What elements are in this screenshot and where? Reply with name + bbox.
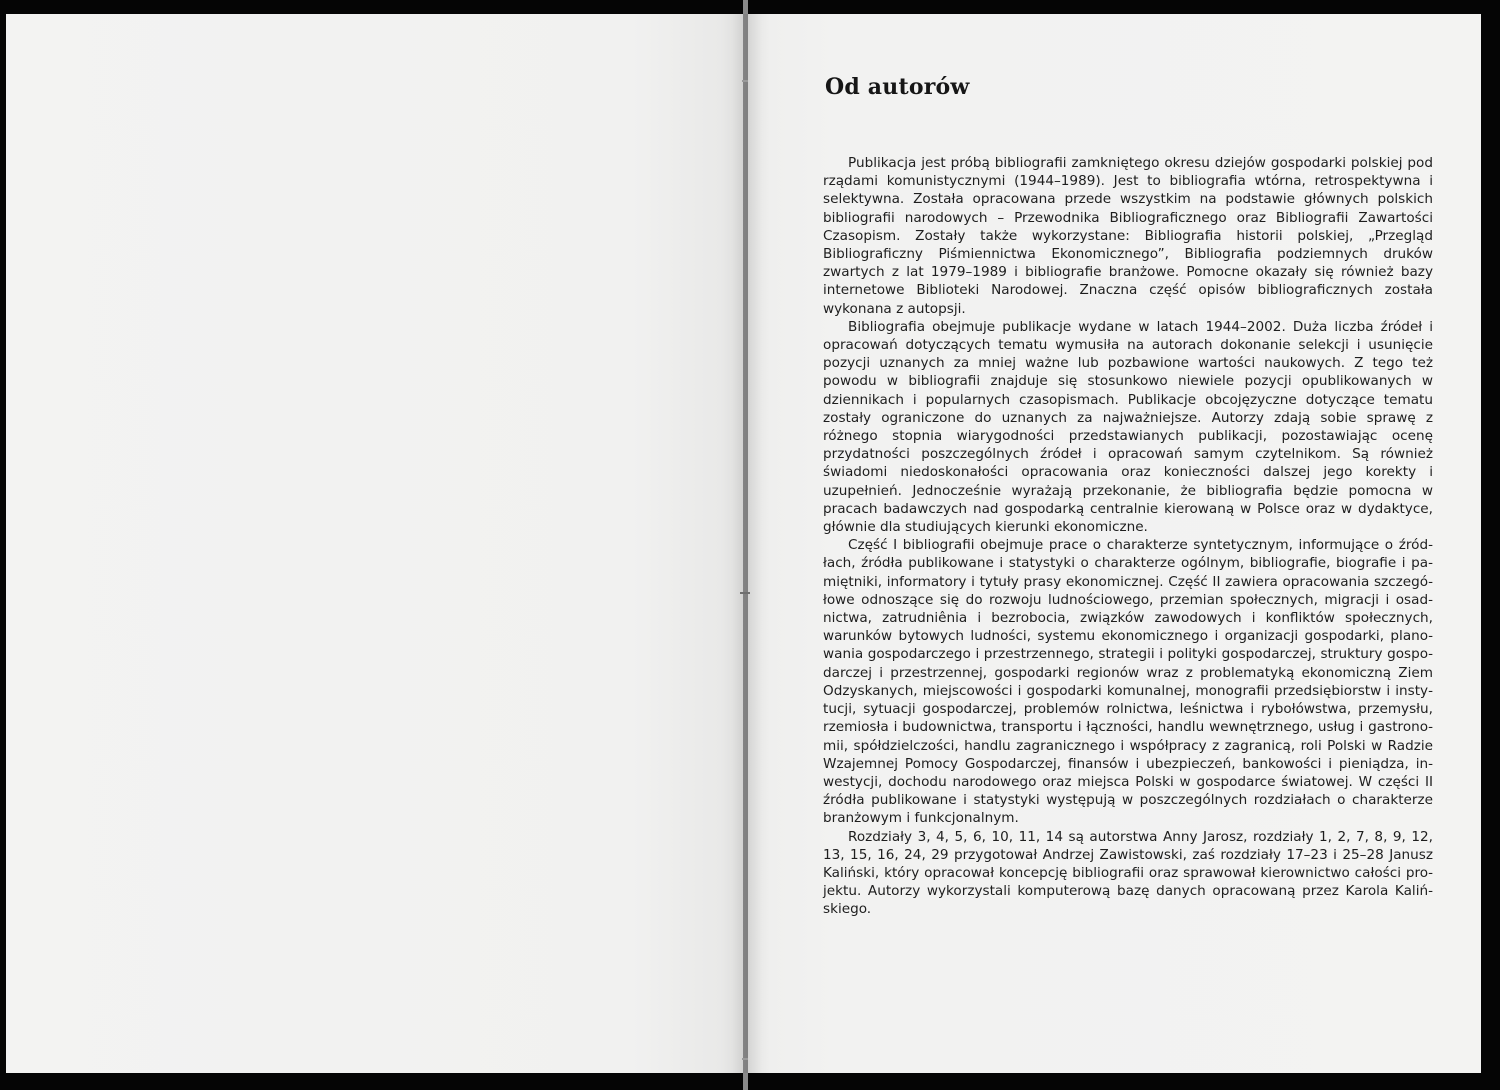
binding-stitch-bottom (742, 1058, 748, 1060)
page-heading: Od autorów (825, 74, 970, 100)
binding-stitch (740, 592, 750, 594)
left-page-blank (6, 14, 743, 1073)
paragraph-3: Część I bibliografii obejmuje prace o charakterze syntetycznym, informujące o źródłach, źródła publikowane i statystyki o charakterze ogólnym, bibliografie, biografie i pamiętniki, informatory i tytuły prasy ekonomicznej. Część II zawiera opracowania szczegółowe odnoszące się do rozwoju ludnościowego, przemian społecznych, migracji i osadnictwa, zatrudniênia i bezrobocia, związków zawodowych i konfliktów społecznych, warunków bytowych ludności, systemu ekonomicznego i organizacji gospodarki, planowania gospodarczego i przestrzennego, strategii i polityki gospodarczej, struktury gospodarczej i przestrzennej, gospodarki regionów wraz z problematyką ekonomiczną Ziem Odzyskanych, miejscowości i gospodarki komunalnej, monografii przedsiębiorstw i instytucji, sytuacji gospodarczej, problemów rolnictwa, leśnictwa i rybołówstwa, przemysłu, rzemiosła i budownictwa, transportu i łączności, handlu wewnętrznego, usług i gastronomii, spółdzielczości, handlu zagranicznego i współpracy z zagranicą, roli Polski w Radzie Wzajemnej Pomocy Gospodarczej, finansów i ubezpieczeń, bankowości i pieniądza, inwestycji, dochodu narodowego oraz miejsca Polski w gospodarce światowej. W części II źródła publikowane i statystyki występują w poszczególnych rozdziałach o charakterze branżowym i funkcjonalnym. (823, 537, 1433, 827)
binding-stitch-top (742, 80, 748, 82)
body-text (823, 154, 1433, 919)
paragraph-2: Bibliografia obejmuje publikacje wydane w latach 1944–2002. Duża liczba źródeł i opracowań dotyczących tematu wymusiła na autorach dokonanie selekcji i usunięcie pozycji uznanych za mniej ważne lub pozbawione wartości naukowych. Z tego też powodu w bibliografii znajduje się stosunkowo niewiele pozycji opublikowanych w dziennikach i popularnych czasopismach. Publikacje obcojęzyczne dotyczące tematu zostały ograniczone do uznanych za najważniejsze. Autorzy zdają sobie sprawę z różnego stopnia wiarygodności przedstawianych publikacji, pozostawiając ocenę przydatności poszczególnych źródeł i opracowań samym czytelnikom. Są również świadomi niedoskonałości opracowania oraz konieczności dalszej jego korekty i uzupełnień. Jednocześnie wyrażają przekonanie, że bibliografia będzie pomocna w pracach badawczych nad gospodarką centralnie kierowaną w Polsce oraz w dydaktyce, głównie dla studiujących kierunki ekonomiczne. (823, 318, 1433, 536)
paragraph-1: Publikacja jest próbą bibliografii zamkniętego okresu dziejów gospodarki polskiej pod rządami komunistycznymi (1944–1989). Jest to bibliografia wtórna, retrospektywna i selektywna. Została opracowana przede wszystkim na podstawie głównych polskich bibliografii narodowych – Przewodnika Bibliograficznego oraz Bibliografii Zawartości Czasopism. Zostały także wykorzystane: Bibliografia historii polskiej, „Przegląd Bibliograficzny Piśmiennictwa Ekonomicznego”, Bibliografia podziemnych druków zwartych z lat 1979–1989 i bibliografie branżowe. Pomocne okazały się również bazy internetowe Biblioteki Narodowej. Znaczna część opisów bibliograficznych została wykonana z autopsji. (823, 155, 1433, 317)
paragraph-4: Rozdziały 3, 4, 5, 6, 10, 11, 14 są autorstwa Anny Jarosz, rozdziały 1, 2, 7, 8, 9, 12, 13, 15, 16, 24, 29 przygotował Andrzej Zawistowski, zaś rozdziały 17–23 i 25–28 Janusz Kaliński, który opracował koncepcję bibliografii oraz sprawował kierownictwo całości projektu. Autorzy wykorzystali komputerową bazę danych opracowaną przez Karola Kalińskiego. (823, 828, 1433, 918)
book-spine-gutter (743, 0, 748, 1090)
